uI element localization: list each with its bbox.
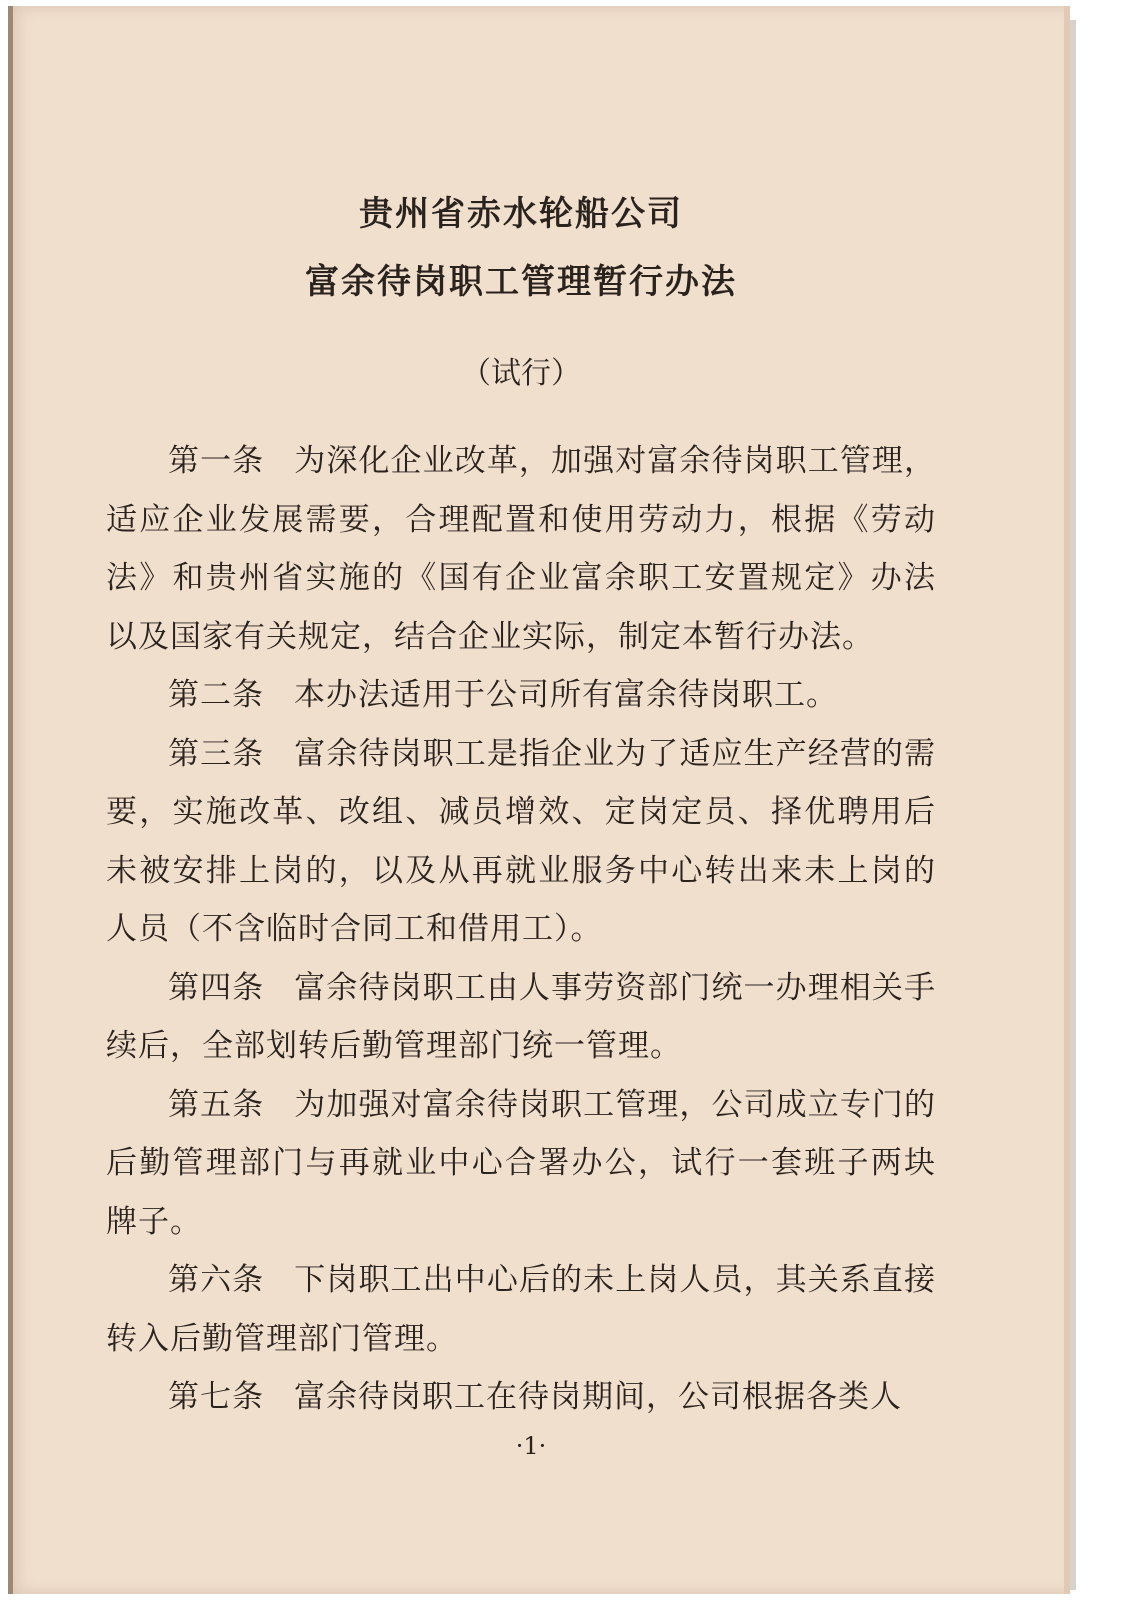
page-right-shadow	[1070, 20, 1076, 1590]
article-5-number: 第五条	[168, 1086, 265, 1123]
article-4	[106, 959, 936, 1076]
article-1	[106, 432, 936, 666]
article-7-number: 第七条	[168, 1379, 264, 1415]
article-2-number: 第二条	[168, 677, 264, 713]
article-7-text: 富余待岗职工在待岗期间，公司根据各类人	[294, 1379, 902, 1415]
article-6-number: 第六条	[168, 1262, 265, 1298]
article-7	[106, 1368, 936, 1427]
article-1-text: 为深化企业改革，加强对富余待岗职工管理，适应企业发展需要，合理配置和使用劳动力，根据《劳动法》和贵州省实施的《国有企业富余职工安置规定》办法以及国家有关规定，结合企业实际，制定本暂行办法。	[106, 443, 937, 655]
article-5-text: 为加强对富余待岗职工管理，公司成立专门的后勤管理部门与再就业中心合署办公，试行一套班子两块牌子。	[106, 1086, 937, 1240]
article-3-text: 富余待岗职工是指企业为了适应生产经营的需要，实施改革、改组、减员增效、定岗定员、择优聘用后未被安排上岗的，以及从再就业服务中心转出来未上岗的人员（不含临时合同工和借用工）。	[106, 735, 937, 947]
article-2-text: 本办法适用于公司所有富余待岗职工。	[294, 677, 838, 713]
document-title-line-1: 贵州省赤水轮船公司	[359, 194, 683, 234]
article-3	[106, 725, 936, 959]
article-2	[106, 666, 936, 725]
article-1-number: 第一条	[168, 443, 265, 479]
article-6	[106, 1251, 936, 1368]
article-5	[106, 1076, 936, 1252]
page-left-edge	[8, 6, 13, 1594]
page-number: ·1·	[515, 1432, 547, 1460]
article-4-number: 第四条	[168, 969, 265, 1006]
document-title-line-2: 富余待岗职工管理暂行办法	[305, 262, 737, 302]
article-3-number: 第三条	[168, 735, 265, 772]
article-4-text: 富余待岗职工由人事劳资部门统一办理相关手续后，全部划转后勤管理部门统一管理。	[106, 969, 937, 1064]
article-6-text: 下岗职工出中心后的未上岗人员，其关系直接转入后勤管理部门管理。	[106, 1262, 937, 1357]
document-subtitle: （试行）	[461, 356, 581, 391]
document-body	[106, 160, 936, 1427]
